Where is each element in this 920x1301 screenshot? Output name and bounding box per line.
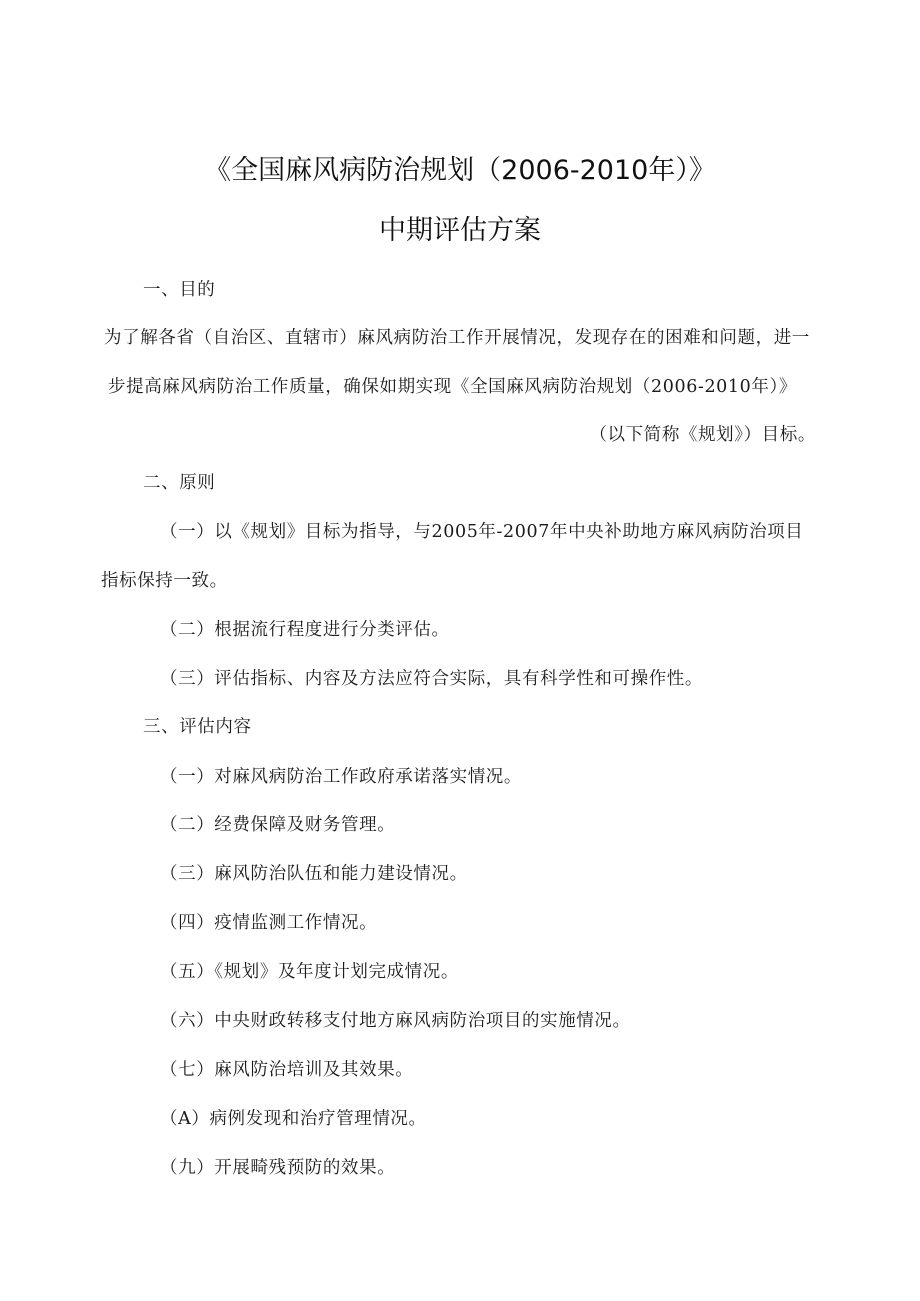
principle-item-3: （三）评估指标、内容及方法应符合实际，具有科学性和可操作性。 <box>160 669 703 689</box>
content-item-3: （三）麻风防治队伍和能力建设情况。 <box>160 864 468 884</box>
principle-item-1-line-2: 指标保持一致。 <box>101 571 228 591</box>
purpose-paragraph-line-2: 步提高麻风病防治工作质量，确保如期实现《全国麻风病防治规划（2006-2010年）》 <box>108 377 797 397</box>
content-item-4: （四）疫情监测工作情况。 <box>160 913 378 933</box>
content-item-6: （六）中央财政转移支付地方麻风病防治项目的实施情况。 <box>160 1011 631 1031</box>
content-item-8: （A）病例发现和治疗管理情况。 <box>160 1109 427 1129</box>
section-heading-content: 三、评估内容 <box>143 717 252 737</box>
purpose-paragraph-line-1: 为了解各省（自治区、直辖市）麻风病防治工作开展情况，发现存在的困难和问题，进一 <box>104 328 810 348</box>
document-subtitle: 中期评估方案 <box>379 215 541 246</box>
content-item-9: （九）开展畸残预防的效果。 <box>160 1158 396 1178</box>
principle-item-1-line-1: （一）以《规划》目标为指导，与2005年-2007年中央补助地方麻风病防治项目 <box>160 522 804 542</box>
principle-item-2: （二）根据流行程度进行分类评估。 <box>160 620 450 640</box>
content-item-1: （一）对麻风病防治工作政府承诺落实情况。 <box>160 767 522 787</box>
document-title: 《全国麻风病防治规划（2006-2010年）》 <box>204 155 716 186</box>
section-heading-principles: 二、原则 <box>143 473 216 493</box>
content-item-2: （二）经费保障及财务管理。 <box>160 815 396 835</box>
section-heading-purpose: 一、目的 <box>143 280 216 300</box>
purpose-paragraph-line-3: （以下简称《规划》）目标。 <box>589 425 816 445</box>
content-item-7: （七）麻风防治培训及其效果。 <box>160 1060 414 1080</box>
content-item-5: （五）《规划》及年度计划完成情况。 <box>160 962 459 982</box>
